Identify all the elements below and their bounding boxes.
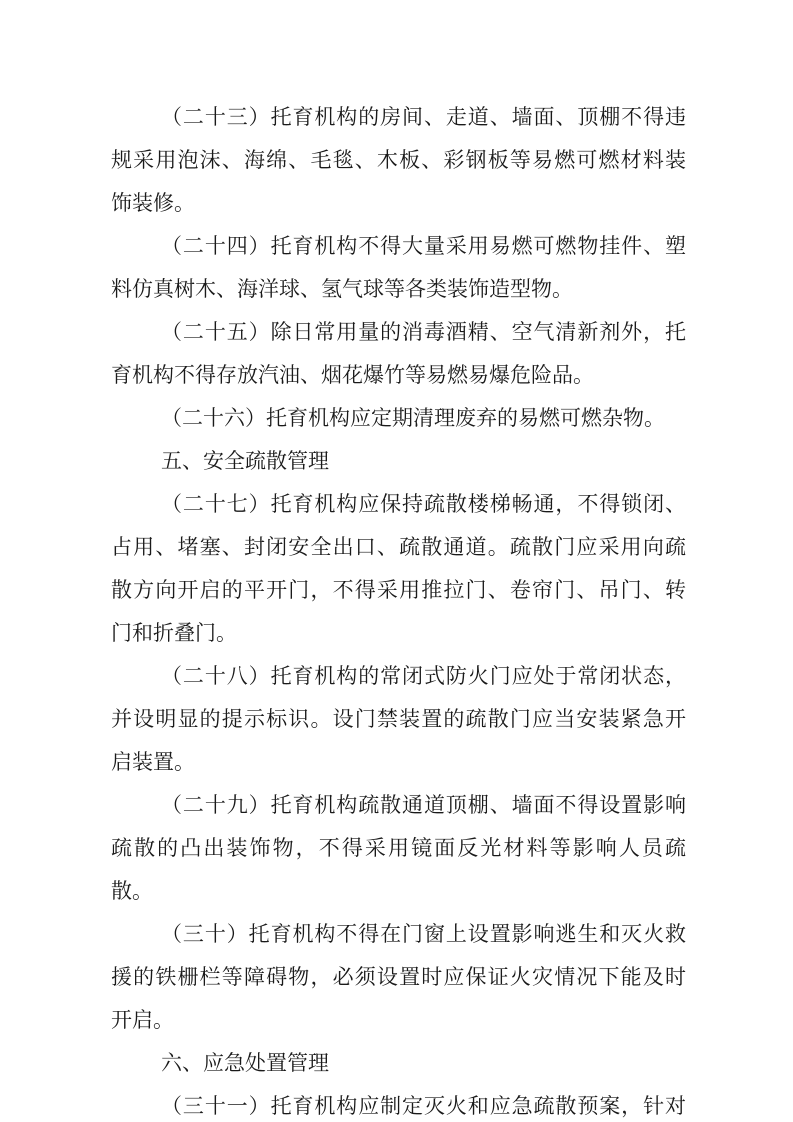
paragraph-25-line-1: （二十五）除日常用量的消毒酒精、空气清新剂外，托 — [161, 320, 686, 344]
paragraph-27-line-2: 占用、堵塞、封闭安全出口、疏散通道。疏散门应采用向疏 — [111, 535, 686, 559]
paragraph-29-line-1: （二十九）托育机构疏散通道顶棚、墙面不得设置影响 — [161, 793, 686, 817]
paragraph-30-line-1: （三十）托育机构不得在门窗上设置影响逃生和灭火救 — [161, 922, 686, 946]
paragraph-30-line-3: 开启。 — [111, 1008, 174, 1032]
section-heading-5: 五、安全疏散管理 — [161, 449, 329, 473]
paragraph-28-line-3: 启装置。 — [111, 750, 195, 774]
paragraph-25-line-2: 育机构不得存放汽油、烟花爆竹等易燃易爆危险品。 — [111, 363, 594, 387]
paragraph-23-line-1: （二十三）托育机构的房间、走道、墙面、顶棚不得违 — [161, 105, 686, 129]
paragraph-24-line-1: （二十四）托育机构不得大量采用易燃可燃物挂件、塑 — [161, 234, 686, 258]
paragraph-31-line-1: （三十一）托育机构应制定灭火和应急疏散预案，针对 — [161, 1094, 686, 1118]
paragraph-27-line-3: 散方向开启的平开门，不得采用推拉门、卷帘门、吊门、转 — [111, 578, 686, 602]
paragraph-29-line-3: 散。 — [111, 879, 153, 903]
paragraph-23-line-2: 规采用泡沫、海绵、毛毯、木板、彩钢板等易燃可燃材料装 — [111, 148, 686, 172]
paragraph-28-line-1: （二十八）托育机构的常闭式防火门应处于常闭状态， — [161, 664, 686, 688]
paragraph-28-line-2: 并设明显的提示标识。设门禁装置的疏散门应当安装紧急开 — [111, 707, 686, 731]
paragraph-26-line-1: （二十六）托育机构应定期清理废弃的易燃可燃杂物。 — [161, 406, 665, 430]
paragraph-29-line-2: 疏散的凸出装饰物，不得采用镜面反光材料等影响人员疏 — [111, 836, 686, 860]
paragraph-24-line-2: 料仿真树木、海洋球、氢气球等各类装饰造型物。 — [111, 277, 573, 301]
paragraph-30-line-2: 援的铁栅栏等障碍物，必须设置时应保证火灾情况下能及时 — [111, 965, 686, 989]
paragraph-27-line-1: （二十七）托育机构应保持疏散楼梯畅通，不得锁闭、 — [161, 492, 686, 516]
section-heading-6: 六、应急处置管理 — [161, 1051, 329, 1075]
paragraph-27-line-4: 门和折叠门。 — [111, 621, 237, 645]
paragraph-23-line-3: 饰装修。 — [111, 191, 195, 215]
